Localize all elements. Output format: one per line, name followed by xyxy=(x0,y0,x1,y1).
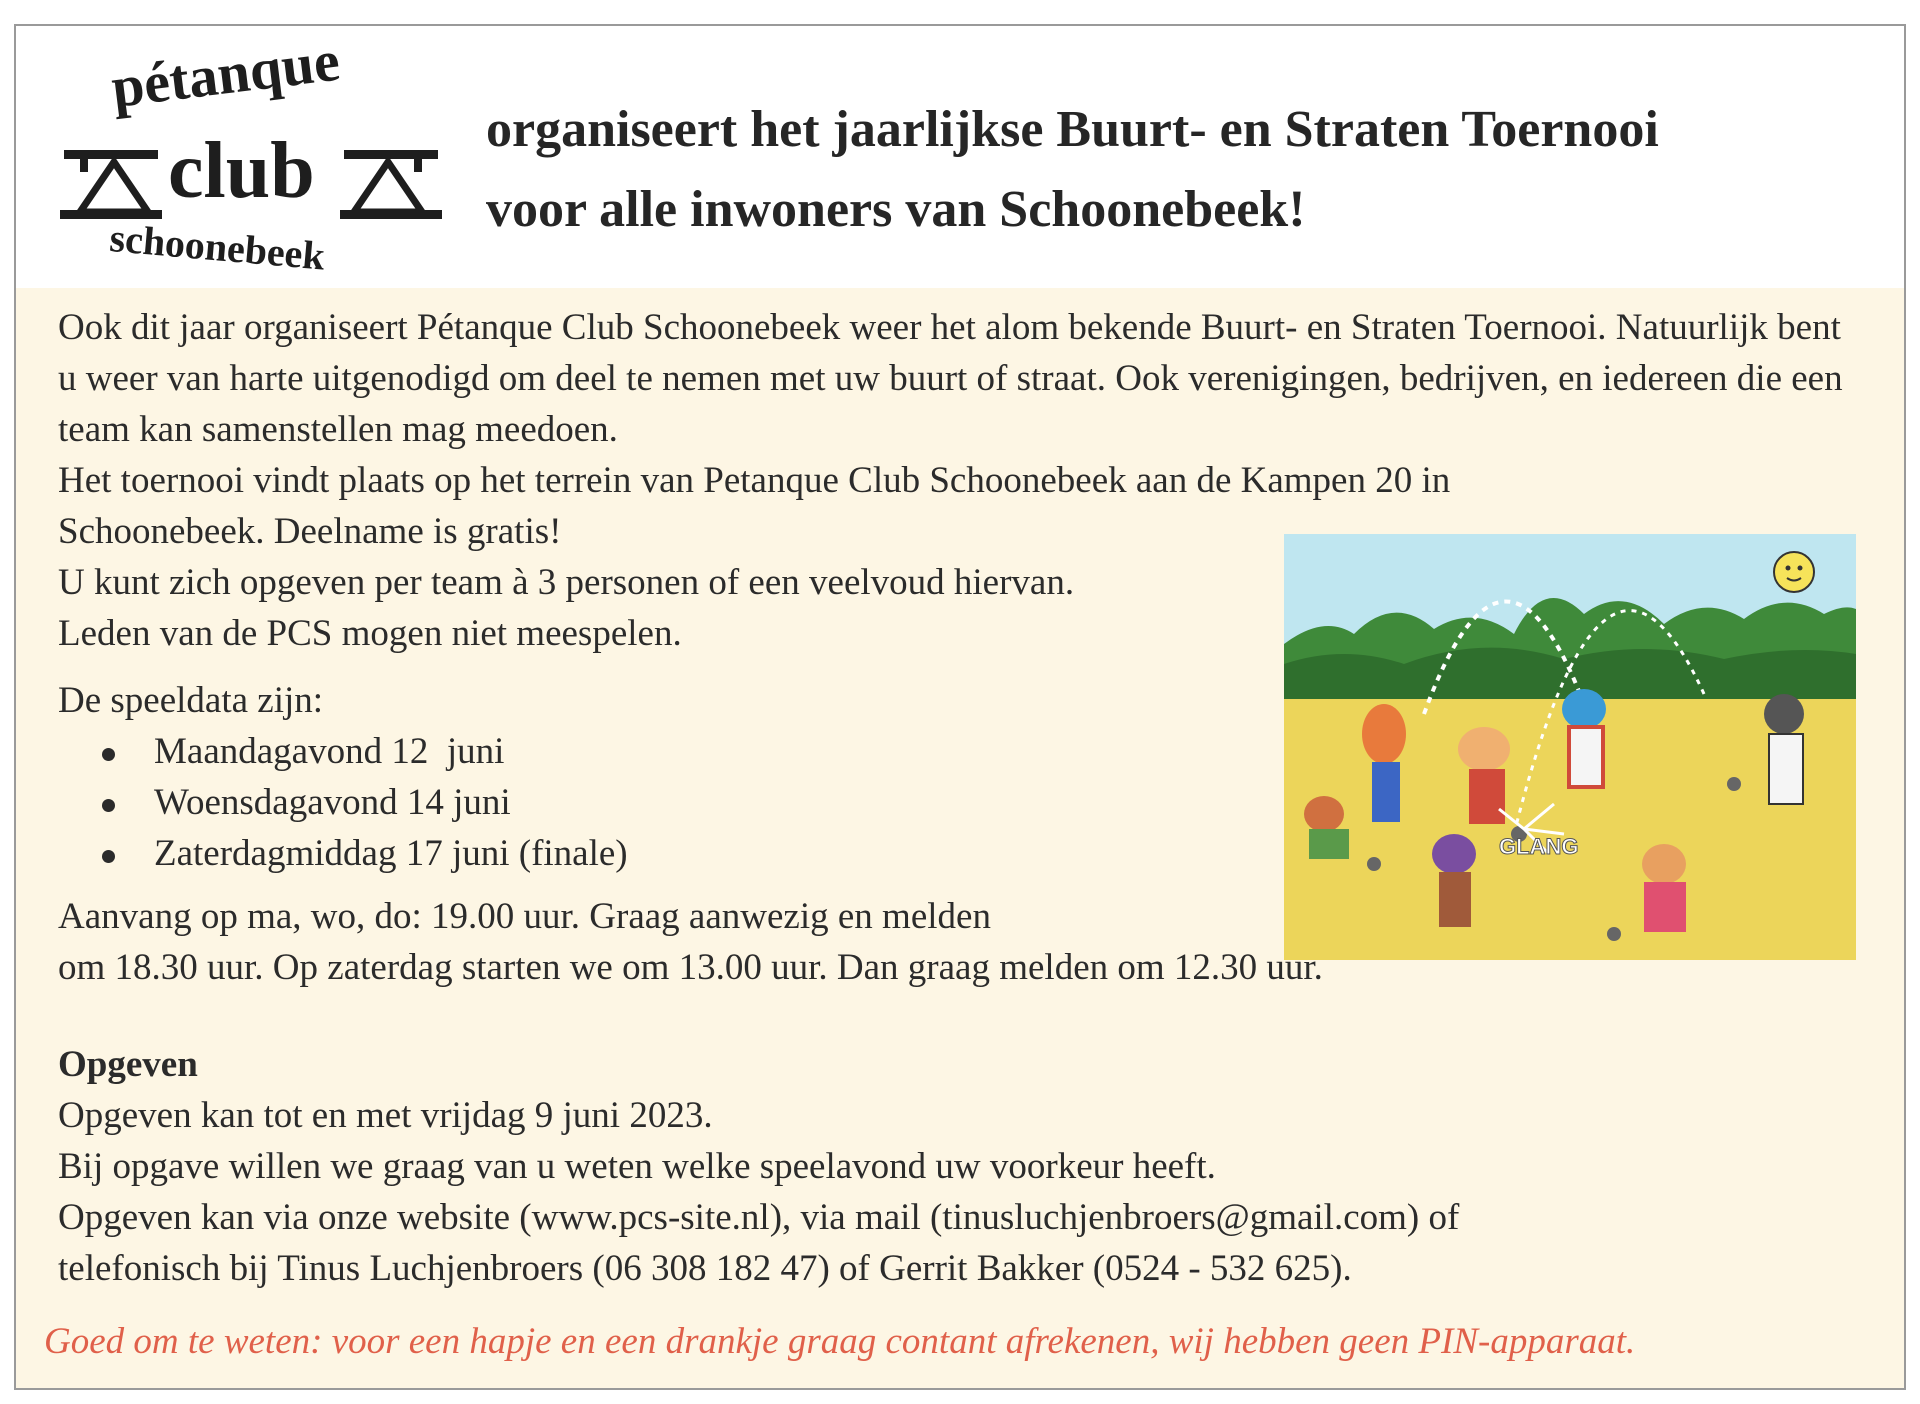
logo-word-schoonebeek: schoonebeek xyxy=(107,214,327,279)
payment-note: Goed om te weten: voor een hapje en een drankje graag contant afrekenen, wij hebben geen PIN-apparaat. xyxy=(44,1321,1636,1362)
bullet-icon xyxy=(102,850,115,863)
location-line-1: Het toernooi vindt plaats op het terrein van Petanque Club Schoonebeek aan de Kampen 20 in xyxy=(58,460,1451,501)
signup-deadline: Opgeven kan tot en met vrijdag 9 juni 2023. xyxy=(58,1095,713,1136)
cartoon-sound-text: GLANG xyxy=(1499,834,1579,859)
signup-contact-line-1: Opgeven kan via onze website (www.pcs-site.nl), via mail (tinusluchjenbroers@gmail.com) of xyxy=(58,1197,1460,1238)
start-time-line-1: Aanvang op ma, wo, do: 19.00 uur. Graag aanwezig en melden xyxy=(58,896,991,937)
headline-line-1: organiseert het jaarlijkse Buurt- en Straten Toernooi xyxy=(486,101,1659,158)
petanque-scale-left-icon xyxy=(60,144,162,224)
intro-paragraph: Ook dit jaar organiseert Pétanque Club Schoonebeek weer het alom bekende Buurt- en Straten Toernooi. Natuurlijk bent u weer van harte uitgenodigd om deel te nemen met uw buurt of straat. Ook verenigingen, bedrijven, en iedereen die een team kan samenstellen mag meedoen. xyxy=(58,307,1843,450)
bullet-icon xyxy=(102,799,115,812)
logo-word-club: club xyxy=(168,127,315,215)
members-excluded-text: Leden van de PCS mogen niet meespelen. xyxy=(58,613,682,654)
logo-word-petanque: pétanque xyxy=(107,27,344,121)
list-item xyxy=(58,726,1878,777)
signup-preference: Bij opgave willen we graag van u weten welke speelavond uw voorkeur heeft. xyxy=(58,1146,1216,1187)
speeldata-heading: De speeldata zijn: xyxy=(58,680,324,721)
signup-contact-line-2: telefonisch bij Tinus Luchjenbroers (06 308 182 47) of Gerrit Bakker (0524 - 532 625). xyxy=(58,1248,1352,1289)
location-line-2: Schoonebeek. Deelname is gratis! xyxy=(58,511,562,552)
body-text xyxy=(58,302,1878,1294)
team-size-text: U kunt zich opgeven per team à 3 personen of een veelvoud hiervan. xyxy=(58,562,1075,603)
play-date: Woensdagavond 14 juni xyxy=(154,782,511,823)
play-date: Maandagavond 12 juni xyxy=(154,731,505,772)
play-date: Zaterdagmiddag 17 juni (finale) xyxy=(154,833,628,874)
flyer-frame xyxy=(14,24,1906,1390)
headline xyxy=(486,90,1886,250)
club-logo xyxy=(56,27,456,284)
list-item xyxy=(58,777,1878,828)
bullet-icon xyxy=(102,748,115,761)
play-dates-list xyxy=(58,726,1878,879)
headline-line-2: voor alle inwoners van Schoonebeek! xyxy=(486,181,1306,238)
signup-heading: Opgeven xyxy=(58,1044,198,1085)
header xyxy=(16,26,1904,288)
list-item xyxy=(58,828,1878,879)
start-time-line-2: om 18.30 uur. Op zaterdag starten we om 13.00 uur. Dan graag melden om 12.30 uur. xyxy=(58,947,1323,988)
petanque-scale-right-icon xyxy=(340,144,442,224)
